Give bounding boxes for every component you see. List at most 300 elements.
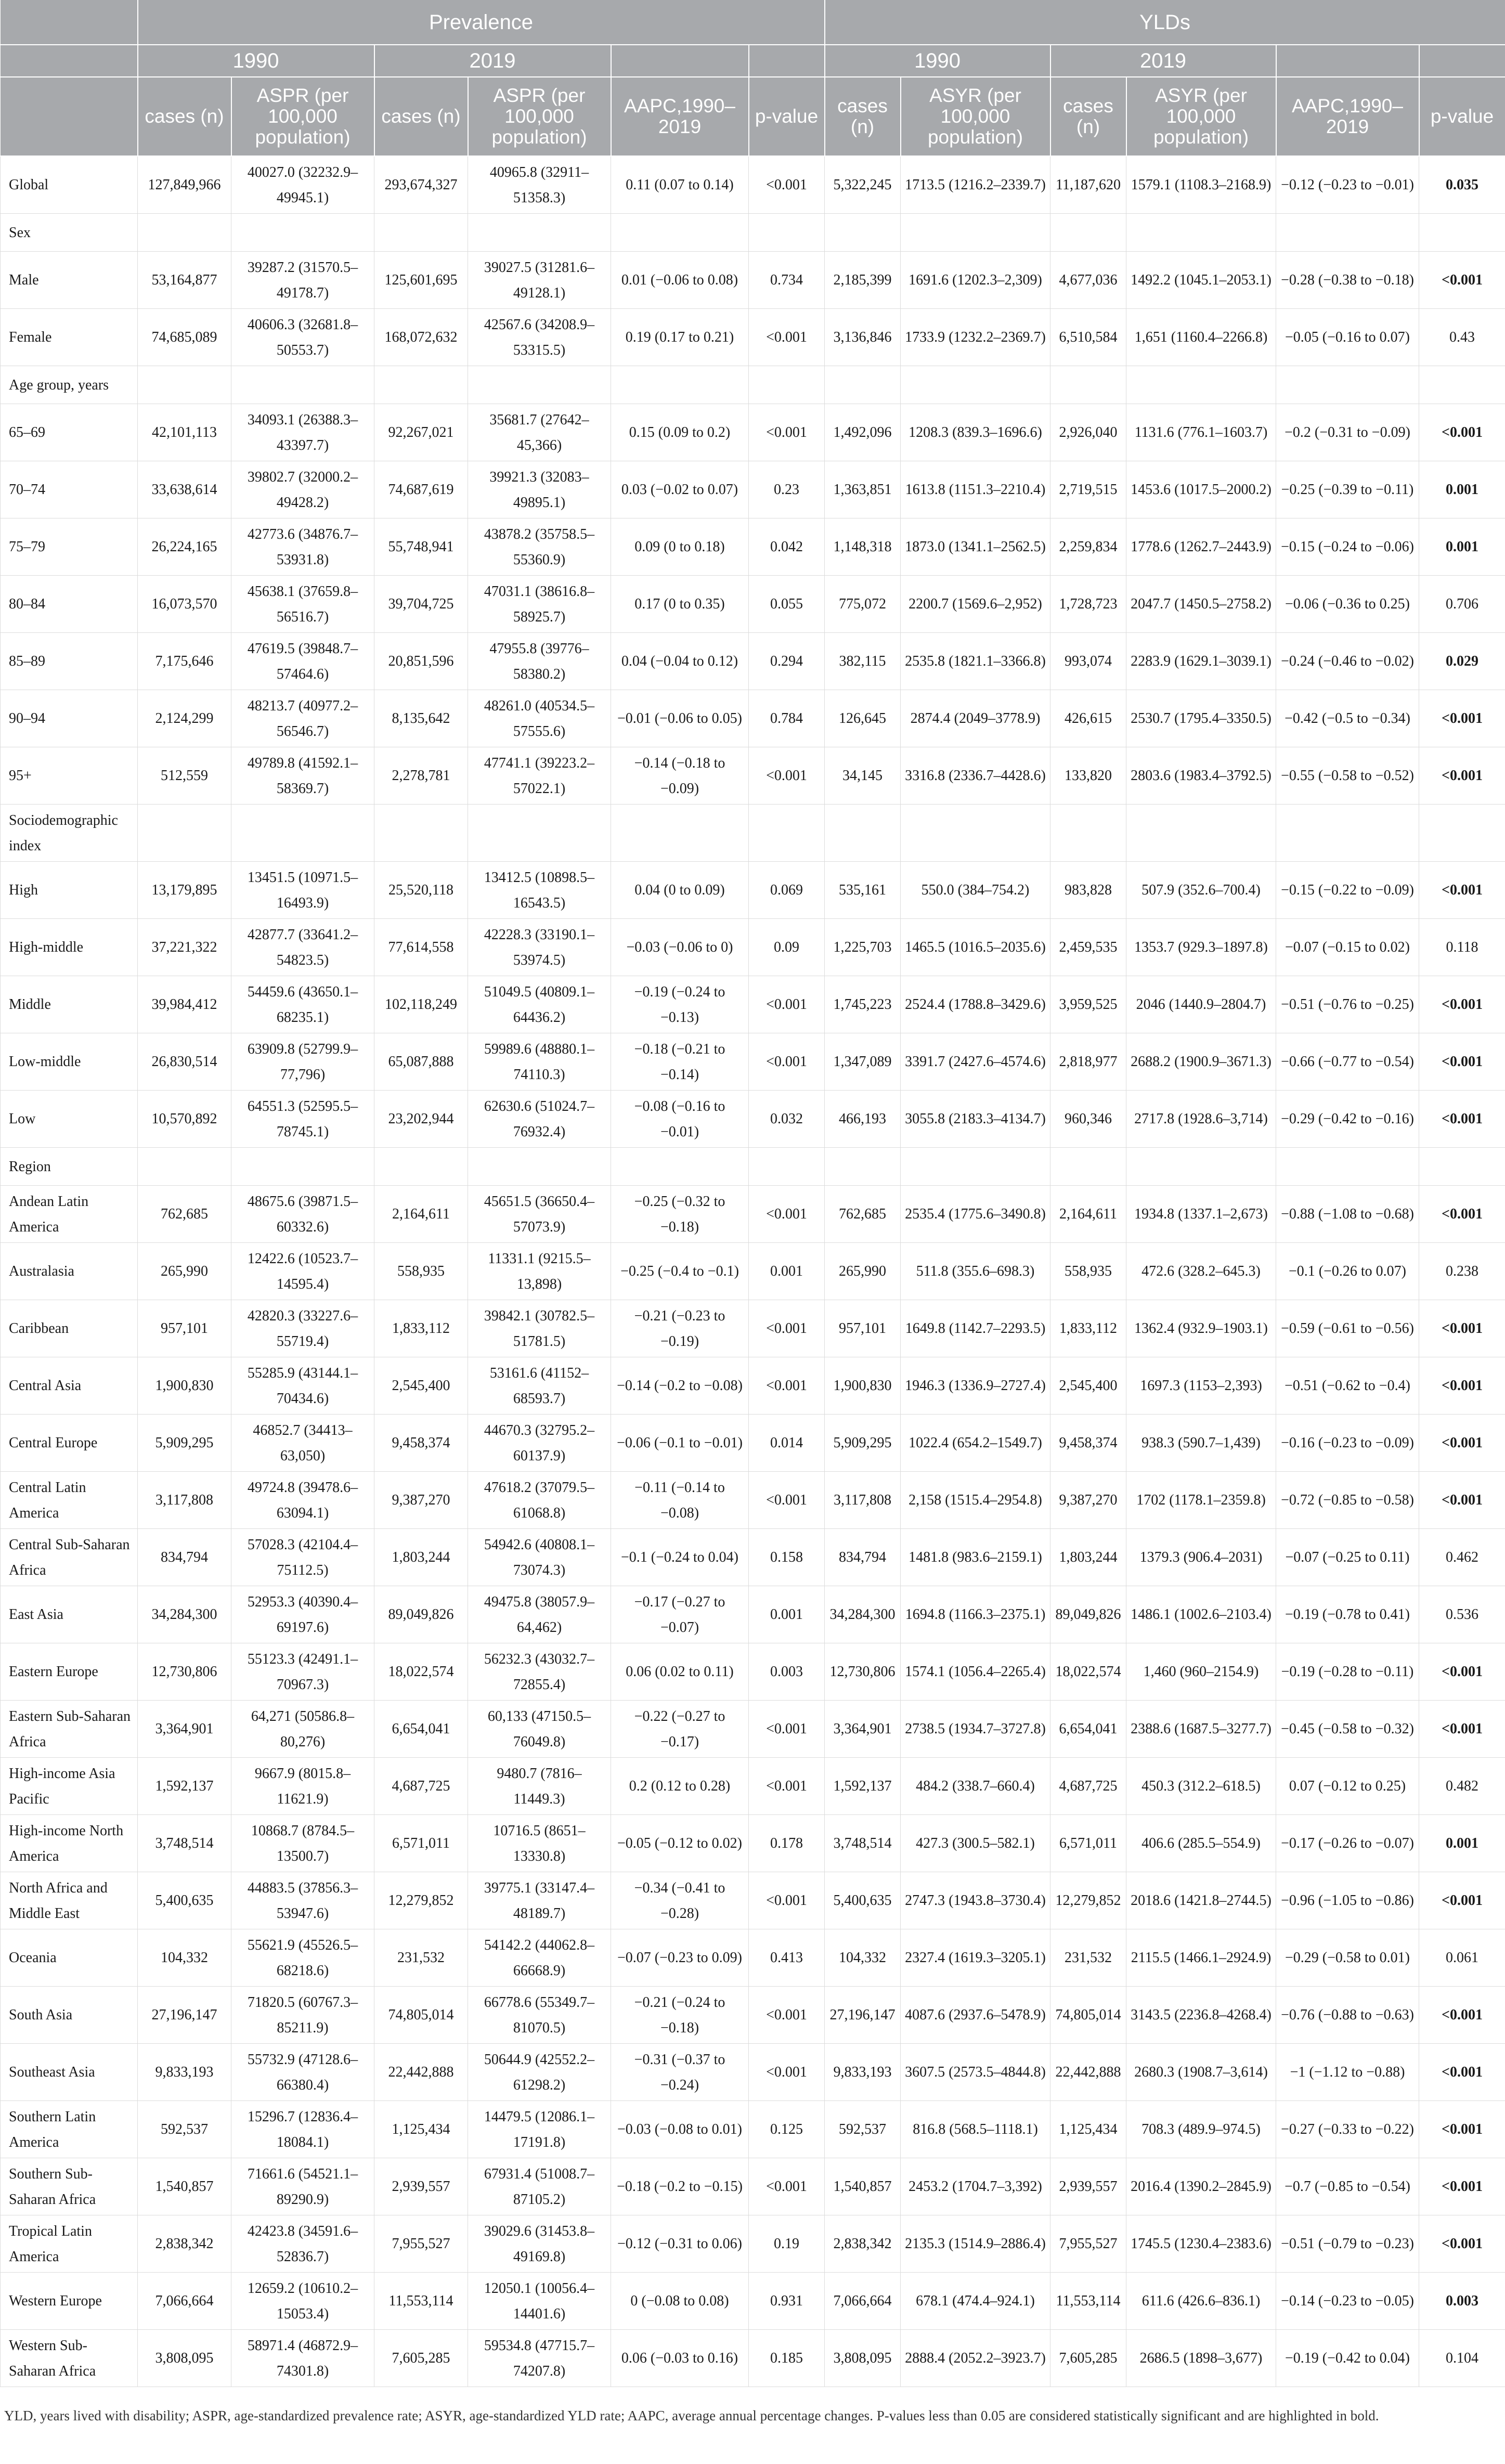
table-row xyxy=(1,2044,1505,2101)
yld-aapc: −0.51 (−0.76 to −0.25) xyxy=(1276,976,1419,1033)
prev-aspr-2019: 56232.3 (43032.7–72855.4) xyxy=(468,1643,611,1701)
yld-asyr-2019: 2717.8 (1928.6–3,714) xyxy=(1126,1091,1276,1148)
yld-cases-2019: 1,833,112 xyxy=(1050,1300,1126,1357)
prev-aapc: 0.04 (−0.04 to 0.12) xyxy=(611,633,749,690)
yld-asyr-1990: 2524.4 (1788.8–3429.6) xyxy=(901,976,1050,1033)
prev-aspr-1990: 55123.3 (42491.1–70967.3) xyxy=(231,1643,374,1701)
empty-cell xyxy=(138,214,231,252)
yld-asyr-2019: 2115.5 (1466.1–2924.9) xyxy=(1126,1929,1276,1987)
row-label: South Asia xyxy=(1,1987,138,2044)
prev-aspr-1990: 49724.8 (39478.6–63094.1) xyxy=(231,1472,374,1529)
prev-aspr-2019: 48261.0 (40534.5–57555.6) xyxy=(468,690,611,747)
prev-aapc: 0.2 (0.12 to 0.28) xyxy=(611,1758,749,1815)
prev-cases-2019: 231,532 xyxy=(374,1929,468,1987)
prev-cases-2019: 22,442,888 xyxy=(374,2044,468,2101)
prev-pvalue: <0.001 xyxy=(749,1472,825,1529)
prev-aapc: −0.31 (−0.37 to −0.24) xyxy=(611,2044,749,2101)
yld-asyr-1990: 1691.6 (1202.3–2,309) xyxy=(901,252,1050,309)
prev-aapc: −0.25 (−0.4 to −0.1) xyxy=(611,1243,749,1300)
prev-aapc: −0.34 (−0.41 to −0.28) xyxy=(611,1872,749,1929)
empty-cell xyxy=(825,214,901,252)
prev-cases-2019: 89,049,826 xyxy=(374,1586,468,1643)
header-cases-2019: cases (n) xyxy=(374,77,468,156)
yld-cases-2019: 74,805,014 xyxy=(1050,1987,1126,2044)
prev-pvalue: <0.001 xyxy=(749,1357,825,1415)
header-asyr-2019: ASYR (per 100,000 population) xyxy=(1126,77,1276,156)
prev-cases-1990: 33,638,614 xyxy=(138,461,231,518)
yld-asyr-2019: 1,651 (1160.4–2266.8) xyxy=(1126,309,1276,366)
empty-cell xyxy=(374,214,468,252)
prev-pvalue: <0.001 xyxy=(749,1300,825,1357)
prev-aspr-2019: 39921.3 (32083–49895.1) xyxy=(468,461,611,518)
yld-asyr-2019: 1697.3 (1153–2,393) xyxy=(1126,1357,1276,1415)
table-row xyxy=(1,1357,1505,1415)
prev-aspr-1990: 52953.3 (40390.4–69197.6) xyxy=(231,1586,374,1643)
empty-cell xyxy=(611,805,749,862)
header-aspr-2019: ASPR (per 100,000 population) xyxy=(468,77,611,156)
prev-aapc: 0.09 (0 to 0.18) xyxy=(611,518,749,576)
prev-cases-1990: 762,685 xyxy=(138,1186,231,1243)
yld-asyr-1990: 1465.5 (1016.5–2035.6) xyxy=(901,919,1050,976)
yld-asyr-2019: 2047.7 (1450.5–2758.2) xyxy=(1126,576,1276,633)
yld-pvalue: <0.001 xyxy=(1419,690,1505,747)
prev-cases-1990: 5,400,635 xyxy=(138,1872,231,1929)
yld-cases-2019: 1,728,723 xyxy=(1050,576,1126,633)
yld-pvalue: 0.238 xyxy=(1419,1243,1505,1300)
prev-aapc: −0.05 (−0.12 to 0.02) xyxy=(611,1815,749,1872)
yld-cases-1990: 3,117,808 xyxy=(825,1472,901,1529)
yld-asyr-2019: 1934.8 (1337.1–2,673) xyxy=(1126,1186,1276,1243)
yld-pvalue: 0.003 xyxy=(1419,2273,1505,2330)
yld-asyr-2019: 1745.5 (1230.4–2383.6) xyxy=(1126,2215,1276,2273)
prev-aspr-1990: 55285.9 (43144.1–70434.6) xyxy=(231,1357,374,1415)
yld-cases-1990: 5,909,295 xyxy=(825,1415,901,1472)
row-label: Central Europe xyxy=(1,1415,138,1472)
yld-pvalue: 0.482 xyxy=(1419,1758,1505,1815)
empty-cell xyxy=(825,1148,901,1186)
prev-aspr-1990: 55621.9 (45526.5–68218.6) xyxy=(231,1929,374,1987)
yld-pvalue: <0.001 xyxy=(1419,252,1505,309)
prev-pvalue: <0.001 xyxy=(749,1033,825,1091)
prev-cases-1990: 5,909,295 xyxy=(138,1415,231,1472)
prev-cases-2019: 65,087,888 xyxy=(374,1033,468,1091)
empty-cell xyxy=(825,366,901,404)
yld-cases-1990: 1,225,703 xyxy=(825,919,901,976)
yld-pvalue: <0.001 xyxy=(1419,976,1505,1033)
prev-cases-1990: 12,730,806 xyxy=(138,1643,231,1701)
prev-cases-1990: 127,849,966 xyxy=(138,156,231,214)
yld-cases-2019: 2,939,557 xyxy=(1050,2158,1126,2215)
prev-aapc: −0.25 (−0.32 to −0.18) xyxy=(611,1186,749,1243)
prev-pvalue: <0.001 xyxy=(749,309,825,366)
prev-pvalue: 0.734 xyxy=(749,252,825,309)
yld-cases-1990: 957,101 xyxy=(825,1300,901,1357)
table-row xyxy=(1,1033,1505,1091)
yld-cases-2019: 6,571,011 xyxy=(1050,1815,1126,1872)
yld-cases-1990: 9,833,193 xyxy=(825,2044,901,2101)
yld-aapc: −0.96 (−1.05 to −0.86) xyxy=(1276,1872,1419,1929)
prev-aspr-2019: 60,133 (47150.5–76049.8) xyxy=(468,1701,611,1758)
prev-aspr-2019: 40965.8 (32911–51358.3) xyxy=(468,156,611,214)
yld-cases-2019: 2,459,535 xyxy=(1050,919,1126,976)
empty-cell xyxy=(825,805,901,862)
prev-aapc: −0.14 (−0.2 to −0.08) xyxy=(611,1357,749,1415)
yld-cases-1990: 1,148,318 xyxy=(825,518,901,576)
prev-cases-1990: 1,540,857 xyxy=(138,2158,231,2215)
prev-pvalue: 0.125 xyxy=(749,2101,825,2158)
table-row xyxy=(1,919,1505,976)
prev-aspr-2019: 12050.1 (10056.4–14401.6) xyxy=(468,2273,611,2330)
yld-pvalue: <0.001 xyxy=(1419,747,1505,805)
prev-aspr-1990: 42820.3 (33227.6–55719.4) xyxy=(231,1300,374,1357)
row-label: Central Sub-Saharan Africa xyxy=(1,1529,138,1586)
yld-pvalue: <0.001 xyxy=(1419,1300,1505,1357)
yld-aapc: −0.45 (−0.58 to −0.32) xyxy=(1276,1701,1419,1758)
yld-cases-1990: 34,145 xyxy=(825,747,901,805)
prev-pvalue: <0.001 xyxy=(749,1987,825,2044)
prev-cases-2019: 2,939,557 xyxy=(374,2158,468,2215)
yld-aapc: 0.07 (−0.12 to 0.25) xyxy=(1276,1758,1419,1815)
yld-cases-1990: 1,363,851 xyxy=(825,461,901,518)
prev-pvalue: 0.001 xyxy=(749,1586,825,1643)
yld-asyr-1990: 2135.3 (1514.9–2886.4) xyxy=(901,2215,1050,2273)
yld-asyr-2019: 2018.6 (1421.8–2744.5) xyxy=(1126,1872,1276,1929)
prev-aspr-1990: 48213.7 (40977.2–56546.7) xyxy=(231,690,374,747)
prev-aspr-2019: 66778.6 (55349.7–81070.5) xyxy=(468,1987,611,2044)
prev-pvalue: 0.09 xyxy=(749,919,825,976)
yld-asyr-1990: 427.3 (300.5–582.1) xyxy=(901,1815,1050,1872)
prev-cases-2019: 9,387,270 xyxy=(374,1472,468,1529)
table-row xyxy=(1,2330,1505,2387)
prev-cases-2019: 92,267,021 xyxy=(374,404,468,461)
empty-cell xyxy=(1126,366,1276,404)
row-label: Central Latin America xyxy=(1,1472,138,1529)
category-row xyxy=(1,214,1505,252)
empty-cell xyxy=(468,805,611,862)
prev-aapc: −0.17 (−0.27 to −0.07) xyxy=(611,1586,749,1643)
yld-asyr-2019: 2530.7 (1795.4–3350.5) xyxy=(1126,690,1276,747)
table-row xyxy=(1,1643,1505,1701)
prev-cases-1990: 9,833,193 xyxy=(138,2044,231,2101)
prev-aspr-2019: 13412.5 (10898.5–16543.5) xyxy=(468,862,611,919)
category-row xyxy=(1,1148,1505,1186)
yld-aapc: −0.16 (−0.23 to −0.09) xyxy=(1276,1415,1419,1472)
empty-cell xyxy=(749,366,825,404)
prev-cases-2019: 1,803,244 xyxy=(374,1529,468,1586)
prev-aapc: −0.07 (−0.23 to 0.09) xyxy=(611,1929,749,1987)
prev-aspr-1990: 15296.7 (12836.4–18084.1) xyxy=(231,2101,374,2158)
yld-cases-1990: 762,685 xyxy=(825,1186,901,1243)
category-label: Region xyxy=(1,1148,138,1186)
yld-asyr-1990: 1613.8 (1151.3–2210.4) xyxy=(901,461,1050,518)
prev-aspr-2019: 9480.7 (7816–11449.3) xyxy=(468,1758,611,1815)
empty-cell xyxy=(468,1148,611,1186)
prev-aspr-2019: 47955.8 (39776–58380.2) xyxy=(468,633,611,690)
row-label: 80–84 xyxy=(1,576,138,633)
prev-pvalue: <0.001 xyxy=(749,1186,825,1243)
header-cases-yld-1990: cases (n) xyxy=(825,77,901,156)
header-blank xyxy=(1419,45,1505,77)
table-row xyxy=(1,1929,1505,1987)
table-row xyxy=(1,690,1505,747)
header-ylds: YLDs xyxy=(825,0,1505,45)
yld-cases-1990: 12,730,806 xyxy=(825,1643,901,1701)
prev-pvalue: 0.032 xyxy=(749,1091,825,1148)
yld-cases-2019: 4,677,036 xyxy=(1050,252,1126,309)
row-label: Female xyxy=(1,309,138,366)
prev-pvalue: 0.19 xyxy=(749,2215,825,2273)
table-row xyxy=(1,1186,1505,1243)
yld-aapc: −0.51 (−0.62 to −0.4) xyxy=(1276,1357,1419,1415)
prev-aapc: −0.21 (−0.23 to −0.19) xyxy=(611,1300,749,1357)
prev-pvalue: 0.413 xyxy=(749,1929,825,1987)
yld-asyr-2019: 1131.6 (776.1–1603.7) xyxy=(1126,404,1276,461)
prev-cases-1990: 10,570,892 xyxy=(138,1091,231,1148)
yld-asyr-1990: 2453.2 (1704.7–3,392) xyxy=(901,2158,1050,2215)
yld-pvalue: <0.001 xyxy=(1419,1357,1505,1415)
yld-asyr-2019: 1702 (1178.1–2359.8) xyxy=(1126,1472,1276,1529)
header-aapc-prev: AAPC,1990–2019 xyxy=(611,77,749,156)
category-label: Age group, years xyxy=(1,366,138,404)
row-label: Southern Latin America xyxy=(1,2101,138,2158)
yld-pvalue: <0.001 xyxy=(1419,1091,1505,1148)
yld-cases-2019: 133,820 xyxy=(1050,747,1126,805)
empty-cell xyxy=(1050,366,1126,404)
prev-cases-2019: 77,614,558 xyxy=(374,919,468,976)
prev-cases-1990: 3,748,514 xyxy=(138,1815,231,1872)
prev-cases-1990: 512,559 xyxy=(138,747,231,805)
yld-asyr-2019: 1,460 (960–2154.9) xyxy=(1126,1643,1276,1701)
header-blank xyxy=(611,45,749,77)
prev-aspr-1990: 48675.6 (39871.5–60332.6) xyxy=(231,1186,374,1243)
yld-cases-2019: 2,818,977 xyxy=(1050,1033,1126,1091)
yld-cases-1990: 535,161 xyxy=(825,862,901,919)
yld-cases-2019: 983,828 xyxy=(1050,862,1126,919)
row-label: Western Europe xyxy=(1,2273,138,2330)
prev-cases-2019: 6,571,011 xyxy=(374,1815,468,1872)
prev-aspr-1990: 12659.2 (10610.2–15053.4) xyxy=(231,2273,374,2330)
prev-aspr-1990: 46852.7 (34413–63,050) xyxy=(231,1415,374,1472)
empty-cell xyxy=(1050,1148,1126,1186)
prev-cases-2019: 74,805,014 xyxy=(374,1987,468,2044)
prev-cases-1990: 1,592,137 xyxy=(138,1758,231,1815)
prev-cases-1990: 2,838,342 xyxy=(138,2215,231,2273)
yld-cases-2019: 11,187,620 xyxy=(1050,156,1126,214)
table-row xyxy=(1,862,1505,919)
header-pvalue-yld: p-value xyxy=(1419,77,1505,156)
row-label: High-income North America xyxy=(1,1815,138,1872)
prev-aapc: −0.22 (−0.27 to −0.17) xyxy=(611,1701,749,1758)
prev-cases-2019: 4,687,725 xyxy=(374,1758,468,1815)
prev-aapc: −0.11 (−0.14 to −0.08) xyxy=(611,1472,749,1529)
table-row xyxy=(1,1987,1505,2044)
category-row xyxy=(1,366,1505,404)
yld-asyr-2019: 2016.4 (1390.2–2845.9) xyxy=(1126,2158,1276,2215)
yld-pvalue: <0.001 xyxy=(1419,1701,1505,1758)
empty-cell xyxy=(749,214,825,252)
prev-aapc: −0.14 (−0.18 to −0.09) xyxy=(611,747,749,805)
yld-asyr-1990: 2327.4 (1619.3–3205.1) xyxy=(901,1929,1050,1987)
prev-pvalue: 0.294 xyxy=(749,633,825,690)
yld-pvalue: <0.001 xyxy=(1419,1987,1505,2044)
prev-aspr-2019: 11331.1 (9215.5–13,898) xyxy=(468,1243,611,1300)
prev-pvalue: <0.001 xyxy=(749,1701,825,1758)
table-row xyxy=(1,576,1505,633)
prev-aapc: 0.15 (0.09 to 0.2) xyxy=(611,404,749,461)
prev-aapc: 0.06 (0.02 to 0.11) xyxy=(611,1643,749,1701)
yld-aapc: −0.42 (−0.5 to −0.34) xyxy=(1276,690,1419,747)
prev-cases-1990: 34,284,300 xyxy=(138,1586,231,1643)
header-aspr-1990: ASPR (per 100,000 population) xyxy=(231,77,374,156)
table-body xyxy=(1,156,1505,2387)
prev-aspr-2019: 42567.6 (34208.9–53315.5) xyxy=(468,309,611,366)
header-blank xyxy=(1,0,138,45)
table-row xyxy=(1,1091,1505,1148)
prev-cases-1990: 26,224,165 xyxy=(138,518,231,576)
yld-aapc: −0.66 (−0.77 to −0.54) xyxy=(1276,1033,1419,1091)
empty-cell xyxy=(1276,1148,1419,1186)
prev-cases-1990: 3,808,095 xyxy=(138,2330,231,2387)
yld-asyr-1990: 2535.8 (1821.1–3366.8) xyxy=(901,633,1050,690)
yld-pvalue: 0.001 xyxy=(1419,1815,1505,1872)
prev-aspr-1990: 64,271 (50586.8–80,276) xyxy=(231,1701,374,1758)
table-row xyxy=(1,1415,1505,1472)
prev-pvalue: 0.23 xyxy=(749,461,825,518)
prev-cases-1990: 37,221,322 xyxy=(138,919,231,976)
yld-asyr-2019: 1379.3 (906.4–2031) xyxy=(1126,1529,1276,1586)
yld-cases-2019: 9,458,374 xyxy=(1050,1415,1126,1472)
yld-asyr-1990: 2747.3 (1943.8–3730.4) xyxy=(901,1872,1050,1929)
yld-pvalue: 0.462 xyxy=(1419,1529,1505,1586)
yld-asyr-2019: 507.9 (352.6–700.4) xyxy=(1126,862,1276,919)
yld-cases-1990: 592,537 xyxy=(825,2101,901,2158)
prev-aapc: 0.04 (0 to 0.09) xyxy=(611,862,749,919)
yld-pvalue: <0.001 xyxy=(1419,1472,1505,1529)
empty-cell xyxy=(138,1148,231,1186)
table-row xyxy=(1,309,1505,366)
empty-cell xyxy=(468,214,611,252)
prev-aspr-1990: 10868.7 (8784.5–13500.7) xyxy=(231,1815,374,1872)
yld-cases-2019: 2,926,040 xyxy=(1050,404,1126,461)
prev-pvalue: 0.185 xyxy=(749,2330,825,2387)
prev-aspr-2019: 44670.3 (32795.2–60137.9) xyxy=(468,1415,611,1472)
yld-asyr-2019: 611.6 (426.6–836.1) xyxy=(1126,2273,1276,2330)
prev-aspr-2019: 59534.8 (47715.7–74207.8) xyxy=(468,2330,611,2387)
yld-pvalue: <0.001 xyxy=(1419,2044,1505,2101)
yld-aapc: −0.28 (−0.38 to −0.18) xyxy=(1276,252,1419,309)
prev-cases-2019: 8,135,642 xyxy=(374,690,468,747)
row-label: 70–74 xyxy=(1,461,138,518)
prev-aspr-1990: 40606.3 (32681.8–50553.7) xyxy=(231,309,374,366)
yld-aapc: −0.25 (−0.39 to −0.11) xyxy=(1276,461,1419,518)
prev-cases-1990: 39,984,412 xyxy=(138,976,231,1033)
yld-asyr-2019: 1362.4 (932.9–1903.1) xyxy=(1126,1300,1276,1357)
yld-cases-2019: 2,164,611 xyxy=(1050,1186,1126,1243)
table-row xyxy=(1,518,1505,576)
yld-pvalue: <0.001 xyxy=(1419,404,1505,461)
yld-pvalue: 0.029 xyxy=(1419,633,1505,690)
prev-aspr-1990: 47619.5 (39848.7–57464.6) xyxy=(231,633,374,690)
prev-aapc: −0.1 (−0.24 to 0.04) xyxy=(611,1529,749,1586)
row-label: High xyxy=(1,862,138,919)
prev-cases-2019: 20,851,596 xyxy=(374,633,468,690)
yld-cases-1990: 3,748,514 xyxy=(825,1815,901,1872)
yld-cases-1990: 3,136,846 xyxy=(825,309,901,366)
prev-cases-1990: 26,830,514 xyxy=(138,1033,231,1091)
yld-cases-2019: 6,654,041 xyxy=(1050,1701,1126,1758)
yld-asyr-2019: 472.6 (328.2–645.3) xyxy=(1126,1243,1276,1300)
prev-aspr-1990: 44883.5 (37856.3–53947.6) xyxy=(231,1872,374,1929)
prev-pvalue: 0.784 xyxy=(749,690,825,747)
prev-aspr-2019: 45651.5 (36650.4–57073.9) xyxy=(468,1186,611,1243)
prev-cases-1990: 104,332 xyxy=(138,1929,231,1987)
yld-cases-1990: 3,364,901 xyxy=(825,1701,901,1758)
yld-cases-1990: 1,745,223 xyxy=(825,976,901,1033)
empty-cell xyxy=(374,805,468,862)
prev-aapc: 0.06 (−0.03 to 0.16) xyxy=(611,2330,749,2387)
yld-aapc: −0.19 (−0.78 to 0.41) xyxy=(1276,1586,1419,1643)
prev-pvalue: <0.001 xyxy=(749,747,825,805)
category-label: Sex xyxy=(1,214,138,252)
yld-cases-2019: 22,442,888 xyxy=(1050,2044,1126,2101)
prev-aspr-2019: 51049.5 (40809.1–64436.2) xyxy=(468,976,611,1033)
prev-pvalue: <0.001 xyxy=(749,976,825,1033)
yld-asyr-2019: 1486.1 (1002.6–2103.4) xyxy=(1126,1586,1276,1643)
yld-aapc: −0.19 (−0.42 to 0.04) xyxy=(1276,2330,1419,2387)
prev-cases-2019: 39,704,725 xyxy=(374,576,468,633)
yld-cases-1990: 1,540,857 xyxy=(825,2158,901,2215)
row-label: Western Sub-Saharan Africa xyxy=(1,2330,138,2387)
yld-pvalue: 0.104 xyxy=(1419,2330,1505,2387)
yld-asyr-1990: 2,158 (1515.4–2954.8) xyxy=(901,1472,1050,1529)
yld-cases-1990: 775,072 xyxy=(825,576,901,633)
row-label: Southern Sub-Saharan Africa xyxy=(1,2158,138,2215)
prev-aspr-1990: 55732.9 (47128.6–66380.4) xyxy=(231,2044,374,2101)
prev-aapc: −0.18 (−0.2 to −0.15) xyxy=(611,2158,749,2215)
yld-asyr-1990: 2535.4 (1775.6–3490.8) xyxy=(901,1186,1050,1243)
row-label: Eastern Sub-Saharan Africa xyxy=(1,1701,138,1758)
prev-aapc: 0.17 (0 to 0.35) xyxy=(611,576,749,633)
prev-aapc: −0.12 (−0.31 to 0.06) xyxy=(611,2215,749,2273)
table-row xyxy=(1,1758,1505,1815)
empty-cell xyxy=(138,366,231,404)
yld-cases-2019: 6,510,584 xyxy=(1050,309,1126,366)
prev-aspr-2019: 53161.6 (41152–68593.7) xyxy=(468,1357,611,1415)
yld-asyr-1990: 511.8 (355.6–698.3) xyxy=(901,1243,1050,1300)
row-label: Australasia xyxy=(1,1243,138,1300)
category-label: Sociodemographic index xyxy=(1,805,138,862)
prev-aspr-1990: 42877.7 (33641.2–54823.5) xyxy=(231,919,374,976)
yld-pvalue: <0.001 xyxy=(1419,1643,1505,1701)
yld-asyr-1990: 1946.3 (1336.9–2727.4) xyxy=(901,1357,1050,1415)
yld-aapc: −0.2 (−0.31 to −0.09) xyxy=(1276,404,1419,461)
yld-asyr-2019: 1778.6 (1262.7–2443.9) xyxy=(1126,518,1276,576)
yld-cases-2019: 993,074 xyxy=(1050,633,1126,690)
yld-asyr-1990: 1574.1 (1056.4–2265.4) xyxy=(901,1643,1050,1701)
prev-cases-1990: 592,537 xyxy=(138,2101,231,2158)
prev-cases-2019: 7,605,285 xyxy=(374,2330,468,2387)
prev-aapc: −0.08 (−0.16 to −0.01) xyxy=(611,1091,749,1148)
row-label: 85–89 xyxy=(1,633,138,690)
prev-aspr-1990: 34093.1 (26388.3–43397.7) xyxy=(231,404,374,461)
table-row xyxy=(1,2273,1505,2330)
yld-aapc: −0.17 (−0.26 to −0.07) xyxy=(1276,1815,1419,1872)
yld-cases-1990: 3,808,095 xyxy=(825,2330,901,2387)
prev-cases-1990: 265,990 xyxy=(138,1243,231,1300)
prev-aspr-1990: 42773.6 (34876.7–53931.8) xyxy=(231,518,374,576)
prev-aapc: 0.19 (0.17 to 0.21) xyxy=(611,309,749,366)
prev-pvalue: 0.001 xyxy=(749,1243,825,1300)
